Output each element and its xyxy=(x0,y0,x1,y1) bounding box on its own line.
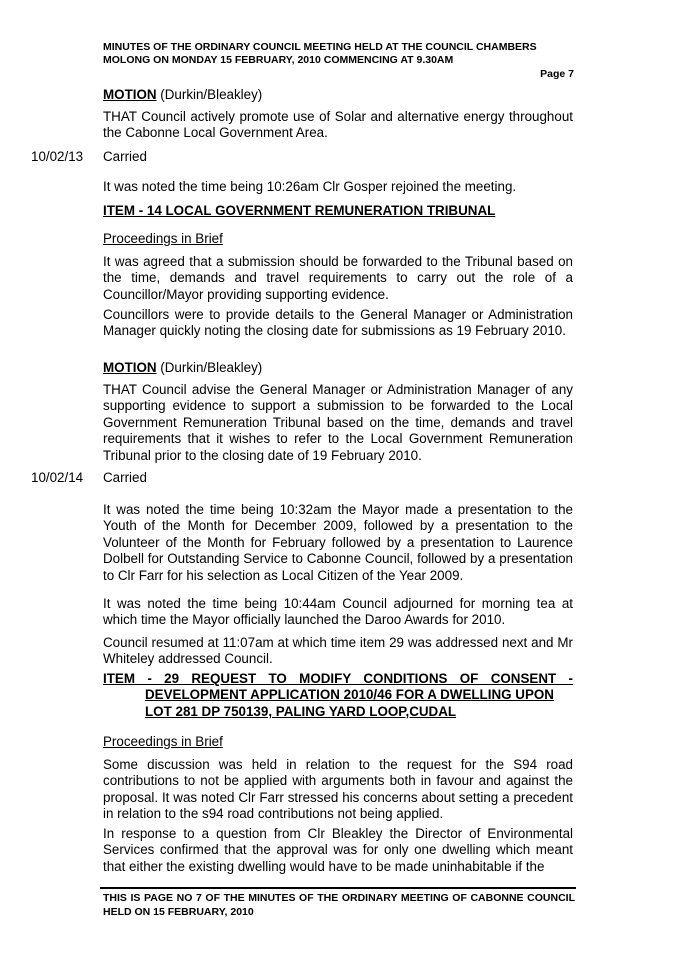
header-line-2: MOLONG ON MONDAY 15 FEBRUARY, 2010 COMMENCING AT 9.30AM xyxy=(103,54,454,66)
motion-movers: (Durkin/Bleakley) xyxy=(156,87,263,102)
item-29-heading-line-1: ITEM - 29 REQUEST TO MODIFY CONDITIONS OF CONSENT - xyxy=(103,671,573,686)
item-29-paragraph-1: Some discussion was held in relation to the request for the S94 road contributions to not be applied with arguments both in favour and against the proposal. It was noted Clr Farr stressed his concerns about setting a precedent in relation to the s94 road contributions not being applied. xyxy=(103,757,573,822)
footer-rule xyxy=(100,887,576,889)
note-paragraph: It was noted the time being 10:32am the Mayor made a presentation to the Youth of the Month for December 2009, followed by a presentation to the Volunteer of the Month for February followed by a presentation to Laurence Dolbell for Outstanding Service to Cabonne Council, followed by a presentation to Clr Farr for his selection as Local Citizen of the Year 2009. xyxy=(103,502,573,583)
item-14-paragraph-1: It was agreed that a submission should be forwarded to the Tribunal based on the time, demands and travel requirements to carry out the role of a Councillor/Mayor providing supporting evidence. xyxy=(103,254,573,302)
note-paragraph: It was noted the time being 10:26am Clr Gosper rejoined the meeting. xyxy=(103,179,517,194)
resolution-result: Carried xyxy=(103,470,147,485)
resolution-result: Carried xyxy=(103,149,147,164)
note-paragraph: Council resumed at 11:07am at which time item 29 was addressed next and Mr Whiteley addressed Council. xyxy=(103,635,573,667)
note-paragraph: It was noted the time being 10:44am Council adjourned for morning tea at which time the Mayor officially launched the Daroo Awards for 2010. xyxy=(103,596,573,628)
page-footer: THIS IS PAGE NO 7 OF THE MINUTES OF THE ORDINARY MEETING OF CABONNE COUNCIL HELD ON 15 FEBRUARY, 2010 xyxy=(103,892,575,918)
motion-label: MOTION xyxy=(103,87,157,102)
item-14-paragraph-2: Councillors were to provide details to the General Manager or Administration Manager quickly noting the closing date for submissions as 19 February 2010. xyxy=(103,307,573,339)
motion-1-heading xyxy=(103,87,573,103)
item-29-heading-line-2: DEVELOPMENT APPLICATION 2010/46 FOR A DWELLING UPON xyxy=(145,687,554,703)
header-line-1: MINUTES OF THE ORDINARY COUNCIL MEETING HELD AT THE COUNCIL CHAMBERS xyxy=(103,41,537,53)
resolution-ref: 10/02/13 xyxy=(31,149,84,164)
item-29-paragraph-2: In response to a question from Clr Bleakley the Director of Environmental Services confirmed that the approval was for only one dwelling which meant that either the existing dwelling would have to be made uninhabitable if the xyxy=(103,826,573,874)
motion-movers: (Durkin/Bleakley) xyxy=(156,360,263,375)
resolution-ref: 10/02/14 xyxy=(31,470,84,485)
motion-2-heading xyxy=(103,360,573,376)
page-header xyxy=(103,41,575,67)
page-number: Page 7 xyxy=(540,68,574,80)
item-29-heading-line-3: LOT 281 DP 750139, PALING YARD LOOP,CUDAL xyxy=(145,703,457,719)
motion-1-text: THAT Council actively promote use of Solar and alternative energy throughout the Cabonne Local Government Area. xyxy=(103,109,573,141)
motion-2-text: THAT Council advise the General Manager or Administration Manager of any supporting evidence to support a submission to be forwarded to the Local Government Remuneration Tribunal based on the time, demands and travel requirements that it wishes to refer to the Local Government Remuneration Tribunal prior to the closing date of 19 February 2010. xyxy=(103,382,573,463)
item-14-heading: ITEM - 14 LOCAL GOVERNMENT REMUNERATION TRIBUNAL xyxy=(103,203,496,218)
motion-label: MOTION xyxy=(103,360,157,375)
proceedings-heading: Proceedings in Brief xyxy=(103,231,223,246)
proceedings-heading: Proceedings in Brief xyxy=(103,734,223,749)
item-29-heading xyxy=(103,671,573,720)
